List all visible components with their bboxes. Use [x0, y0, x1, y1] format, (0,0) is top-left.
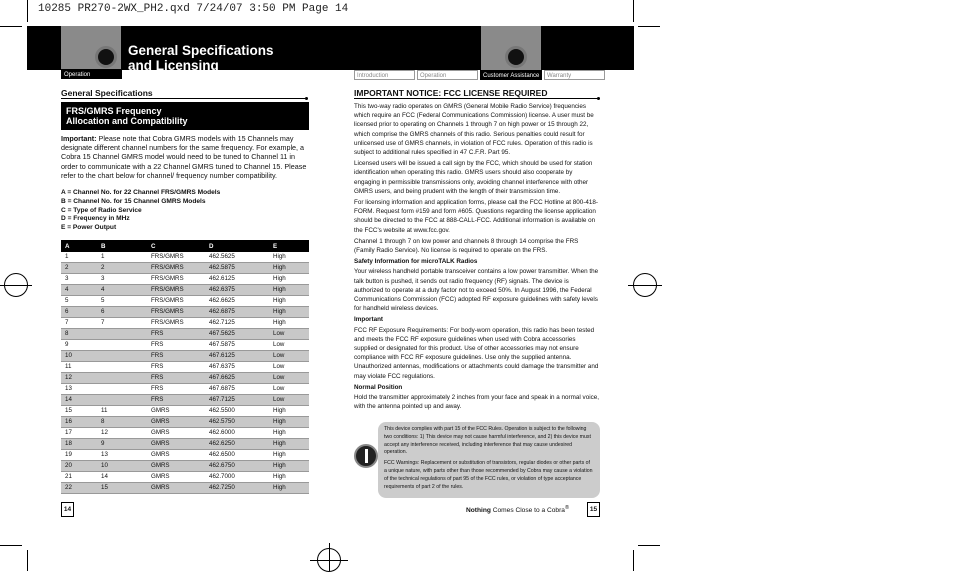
table-cell: 8: [61, 329, 97, 340]
table-row: [61, 395, 309, 406]
table-row: [61, 318, 309, 329]
page-number-left: 14: [61, 502, 74, 517]
table-row: [61, 439, 309, 450]
table-cell: Low: [273, 341, 285, 348]
table-cell: 10: [97, 461, 147, 472]
table-cell: 11: [65, 363, 72, 370]
table-cell: 1: [101, 253, 105, 260]
table-cell: 13: [65, 385, 72, 392]
table-cell: 462.6125: [209, 275, 235, 282]
table-cell: 21: [65, 473, 72, 480]
table-cell: 462.6250: [205, 439, 269, 450]
table-row: [61, 285, 309, 296]
table-cell: 467.6625: [205, 373, 269, 384]
tab-introduction[interactable]: Introduction: [354, 70, 415, 80]
bullet-dot: [597, 97, 600, 100]
table-cell: 7: [101, 319, 105, 326]
crop-mark: [638, 545, 660, 546]
tab-warranty[interactable]: Warranty: [544, 70, 605, 80]
table-cell: 2: [97, 263, 147, 274]
paragraph: Channel 1 through 7 on low power and channels 8 through 14 comprise the FRS (Family Radio Service). No license is required to operate on the FRS.: [354, 237, 579, 255]
table-cell: High: [273, 297, 286, 304]
table-cell: 18: [61, 439, 97, 450]
table-cell: 467.5875: [209, 341, 235, 348]
table-row: [61, 384, 309, 395]
table-row: [61, 263, 309, 274]
table-cell: GMRS: [147, 483, 205, 494]
table-header-row: [61, 240, 309, 252]
table-row: [61, 252, 309, 263]
subsection-box: FRS/GMRS Frequency Allocation and Compatibility: [61, 102, 309, 130]
crop-mark: [27, 550, 28, 571]
table-cell: 9: [97, 439, 147, 450]
table-cell: [97, 362, 147, 373]
paragraph: This two-way radio operates on GMRS (General Mobile Radio Service) frequencies which require an FCC (Federal Communications Commission) license. A user must be licensed prior to operating on Channels 1 through 7 on high power or 15 through 22, which comprise the GMRS channels of this radio. Serious penalties could result for unlicensed use of GMRS channels, in violation of FCC rules. Operation of this radio is subject to additional rules specified in 47 C.F.R. Part 95.: [354, 103, 594, 157]
table-cell: High: [269, 483, 309, 494]
table-cell: 462.6375: [205, 285, 269, 296]
cobra-logo-icon: [505, 46, 527, 68]
table-cell: [97, 340, 147, 351]
column-header: A: [61, 240, 97, 252]
table-cell: 14: [101, 473, 108, 480]
table-cell: GMRS: [147, 439, 205, 450]
table-cell: GMRS: [151, 407, 170, 414]
table-cell: High: [269, 417, 309, 428]
table-cell: [97, 351, 147, 362]
table-cell: High: [269, 263, 309, 274]
table-cell: High: [273, 275, 286, 282]
table-cell: 467.6375: [209, 363, 235, 370]
page-title: General Specifications and Licensing: [128, 43, 274, 73]
table-cell: 462.5500: [209, 407, 235, 414]
column-header: E: [269, 240, 309, 252]
license-text: [354, 102, 599, 414]
table-cell: 462.6625: [209, 297, 235, 304]
table-cell: Low: [269, 329, 309, 340]
table-cell: 6: [97, 307, 147, 318]
bullet-dot: [305, 97, 308, 100]
table-cell: High: [269, 285, 309, 296]
table-cell: FRS/GMRS: [147, 263, 205, 274]
table-cell: GMRS: [151, 473, 170, 480]
subheading: Normal Position: [354, 383, 403, 391]
table-cell: FRS: [151, 341, 164, 348]
table-cell: 13: [101, 451, 108, 458]
table-cell: 467.5625: [205, 329, 269, 340]
paragraph: Your wireless handheld portable transceiver contains a low power transmitter. When the talk button is pushed, it sends out radio frequency (RF) signals. The device is authorized to operate at a duty factor not to exceed 50%. In August 1996, the Federal Communications Commission (FCC) adopted RF exposure guidelines with safety levels for handheld wireless devices.: [354, 268, 599, 313]
tab-customer-assistance[interactable]: Customer Assistance: [480, 70, 542, 80]
table-cell: 462.7125: [209, 319, 235, 326]
crop-mark: [0, 285, 32, 286]
table-cell: FRS: [147, 395, 205, 406]
frequency-table: [61, 240, 309, 494]
table-cell: High: [273, 407, 286, 414]
table-cell: 5: [101, 297, 105, 304]
table-cell: 15: [97, 483, 147, 494]
table-cell: 12: [101, 429, 108, 436]
table-cell: 1: [65, 253, 69, 260]
table-cell: FRS: [147, 351, 205, 362]
table-row: [61, 351, 309, 362]
table-cell: 462.7000: [209, 473, 235, 480]
table-cell: 462.6875: [205, 307, 269, 318]
table-cell: 2: [61, 263, 97, 274]
subheading: Important: [354, 316, 384, 324]
table-cell: High: [273, 451, 286, 458]
table-cell: GMRS: [151, 451, 170, 458]
table-row: [61, 461, 309, 472]
table-cell: 11: [101, 407, 108, 414]
table-cell: 9: [65, 341, 69, 348]
table-cell: 3: [101, 275, 105, 282]
table-cell: Low: [269, 351, 309, 362]
table-cell: Low: [269, 395, 309, 406]
table-cell: 14: [61, 395, 97, 406]
column-header: B: [97, 240, 147, 252]
table-row: [61, 428, 309, 439]
table-cell: High: [273, 473, 286, 480]
paragraph: For licensing information and application forms, please call the FCC Hotline at 800-418-FORM. Request form #159 and form #605. Questions regarding the license application should be directed to the FCC at 888-CALL-FCC. Additional information is available on the FCC's website at www.fcc.gov.: [354, 199, 598, 234]
column-header: D: [205, 240, 269, 252]
table-cell: FRS/GMRS: [147, 285, 205, 296]
table-cell: GMRS: [151, 429, 170, 436]
table-cell: High: [273, 319, 286, 326]
table-cell: 22: [61, 483, 97, 494]
table-cell: 462.6500: [209, 451, 235, 458]
crop-mark: [628, 285, 662, 286]
table-cell: 8: [97, 417, 147, 428]
table-cell: 7: [65, 319, 69, 326]
table-cell: 5: [65, 297, 69, 304]
paragraph: Hold the transmitter approximately 2 inches from your face and speak in a normal voice, with the antenna pointed up and away.: [354, 394, 599, 411]
paragraph: Licensed users will be issued a call sign by the FCC, which should be used for station identification when operating this radio. GMRS users should also cooperate by engaging in permissible transmissions only, avoiding channel interference with other GMRS users, and being prudent with the length of their transmission time.: [354, 160, 593, 195]
intro-paragraph: Important: Please note that Cobra GMRS models with 15 Channels may designate different channel numbers for the same frequency. For example, a Cobra 15 Channel GMRS model would need to be tuned to Channel 11 in order to communicate with a 22 Channel GMRS tuned to Channel 15. Please refer to the chart below for channel/ frequency number compatibility.: [61, 134, 307, 180]
table-row: [61, 483, 309, 494]
table-cell: FRS/GMRS: [147, 307, 205, 318]
tab-operation[interactable]: Operation: [417, 70, 478, 80]
table-cell: Low: [273, 363, 285, 370]
table-row: [61, 274, 309, 285]
table-cell: 6: [61, 307, 97, 318]
table-row: [61, 340, 309, 351]
table-cell: 467.6875: [209, 385, 235, 392]
table-cell: 462.5875: [205, 263, 269, 274]
info-icon: [354, 444, 378, 468]
crop-mark: [0, 26, 22, 27]
table-cell: FRS/GMRS: [151, 275, 184, 282]
crop-mark: [633, 550, 634, 571]
table-cell: High: [269, 307, 309, 318]
table-cell: 462.5750: [205, 417, 269, 428]
table-cell: [97, 395, 147, 406]
table-cell: 19: [65, 451, 72, 458]
table-cell: FRS: [147, 329, 205, 340]
crop-mark: [633, 0, 634, 22]
table-row: [61, 472, 309, 483]
table-row: [61, 296, 309, 307]
table-cell: 16: [61, 417, 97, 428]
table-cell: Low: [269, 373, 309, 384]
table-cell: 4: [97, 285, 147, 296]
table-cell: 3: [65, 275, 69, 282]
table-cell: 462.7250: [205, 483, 269, 494]
table-cell: FRS/GMRS: [151, 319, 184, 326]
print-slug: 10285 PR270-2WX_PH2.qxd 7/24/07 3:50 PM Page 14: [38, 3, 349, 15]
table-cell: 462.6000: [209, 429, 235, 436]
table-row: [61, 417, 309, 428]
table-cell: FRS: [147, 373, 205, 384]
tagline: Nothing Comes Close to a Cobra®: [466, 505, 569, 515]
table-cell: GMRS: [147, 461, 205, 472]
divider: [61, 98, 305, 99]
crop-mark: [638, 26, 660, 27]
table-row: [61, 362, 309, 373]
section-heading: IMPORTANT NOTICE: FCC LICENSE REQUIRED: [354, 88, 548, 98]
cobra-logo-icon: [95, 46, 117, 68]
fcc-notice-box: This device complies with part 15 of the FCC Rules. Operation is subject to the following two conditions: 1) This device may not cause harmful interference, and 2) this device must accept any interference received, including interference that may cause undesired operation. FCC Warnings: Replacement or substitution of transistors, regular diodes or other parts of a unique nature, with parts other than those recommended by Cobra may cause a violation of the technical regulations of part 95 of the FCC rules, or violation of type acceptance requirements of part 2 of the rules.: [378, 422, 600, 498]
table-row: [61, 450, 309, 461]
crop-mark: [27, 0, 28, 22]
table-cell: High: [269, 439, 309, 450]
table-cell: [97, 329, 147, 340]
table-cell: FRS: [151, 385, 164, 392]
table-row: [61, 307, 309, 318]
divider: [354, 98, 598, 99]
table-cell: FRS/GMRS: [151, 253, 184, 260]
table-cell: 462.6750: [205, 461, 269, 472]
table-cell: High: [269, 461, 309, 472]
legend-list: A = Channel No. for 22 Channel FRS/GMRS Models B = Channel No. for 15 Channel GMRS Models C = Type of Radio Service D = Frequency in MHz E = Power Output: [61, 189, 221, 232]
crop-mark: [329, 543, 330, 571]
table-row: [61, 373, 309, 384]
table-cell: 10: [61, 351, 97, 362]
table-row: [61, 406, 309, 417]
table-cell: 15: [65, 407, 72, 414]
table-cell: High: [273, 429, 286, 436]
table-cell: 17: [65, 429, 72, 436]
section-heading: General Specifications: [61, 88, 153, 98]
table-cell: [97, 373, 147, 384]
table-cell: 20: [61, 461, 97, 472]
crop-mark: [0, 545, 22, 546]
column-header: C: [147, 240, 205, 252]
table-cell: 4: [61, 285, 97, 296]
table-cell: 467.7125: [205, 395, 269, 406]
table-cell: Low: [273, 385, 285, 392]
table-cell: GMRS: [147, 417, 205, 428]
table-cell: 467.6125: [205, 351, 269, 362]
page-number-right: 15: [587, 502, 600, 517]
crop-mark: [310, 560, 348, 561]
paragraph: FCC RF Exposure Requirements: For body-worn operation, this radio has been tested and meets the FCC RF exposure guidelines when used with Cobra accessories supplied or designated for this product. Use of other accessories may not ensure compliance with FCC RF exposure guidelines. Use only the supplied antenna. Unauthorized antennas, modifications or attachments could damage the transmitter and may violate FCC regulations.: [354, 326, 599, 380]
table-row: [61, 329, 309, 340]
table-cell: FRS/GMRS: [151, 297, 184, 304]
table-cell: 462.5625: [209, 253, 235, 260]
table-cell: FRS: [151, 363, 164, 370]
table-cell: [97, 384, 147, 395]
tab-operation[interactable]: Operation: [61, 69, 122, 79]
subheading: Safety Information for microTALK Radios: [354, 258, 478, 266]
table-cell: 12: [61, 373, 97, 384]
table-cell: High: [273, 253, 286, 260]
